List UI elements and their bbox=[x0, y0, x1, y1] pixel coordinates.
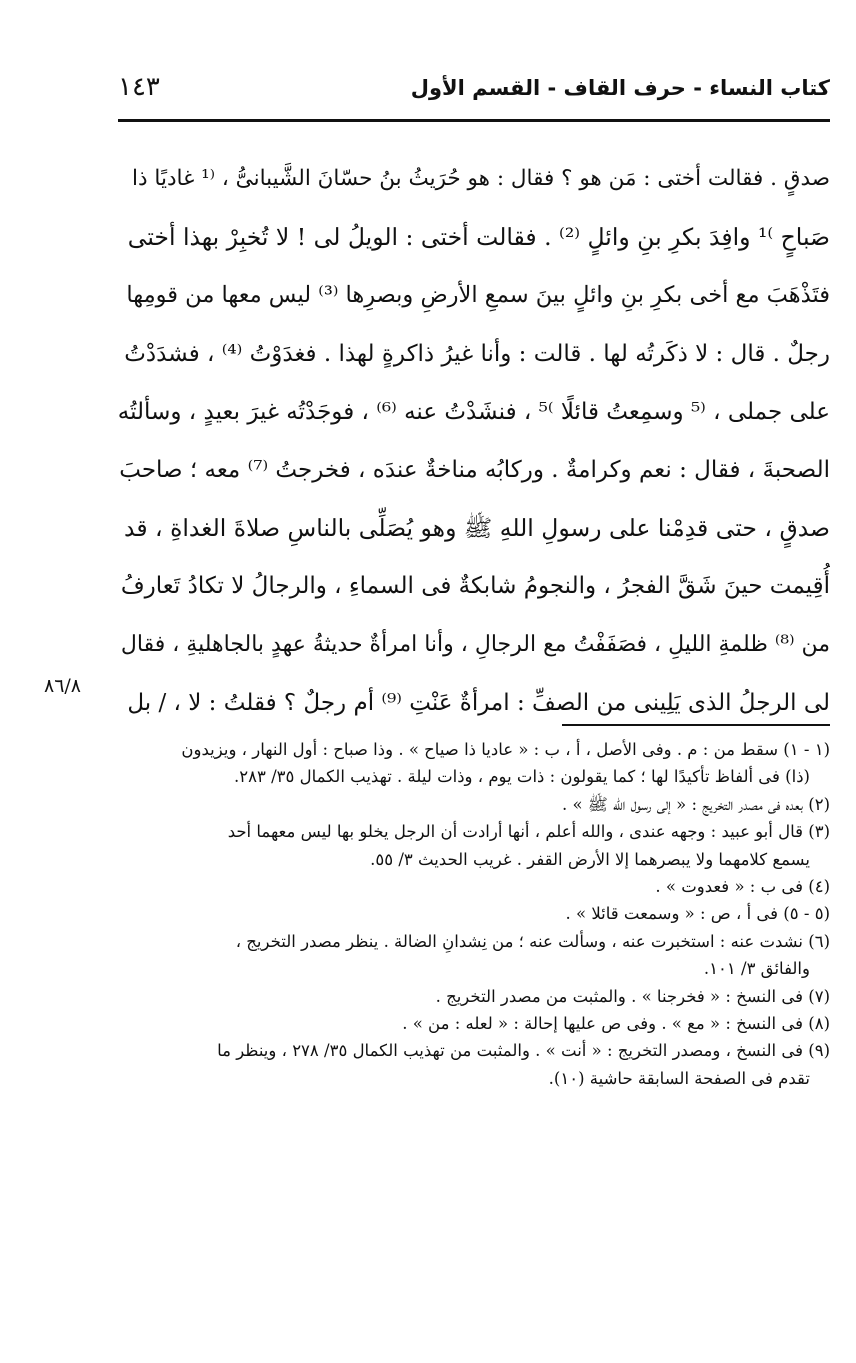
footnote-line: (٤) فى ب : « فعدوت » . bbox=[655, 877, 830, 897]
footnote-line: والفائق ٣/ ١٠١. bbox=[703, 959, 810, 979]
text-line: رجلٌ . قال : لا ذكَرتُه لها . قالت : وأنا غيرُ ذاكرةٍ لهذا . فغدَوْتُ ⁽⁴⁾ ، فشدَدْتُ bbox=[124, 340, 830, 367]
text-line: الصحبةَ ، فقال : نعم وكرامةٌ . وركابُه مناخةٌ عندَه ، فخرجتُ ⁽⁷⁾ معه ؛ صاحبَ bbox=[119, 456, 830, 483]
footnote-line: (٩) فى النسخ ، ومصدر التخريج : « أنت » . والمثبت من تهذيب الكمال ٣٥/ ٢٧٨ ، وينظر ما bbox=[217, 1041, 830, 1061]
text-line: صَباحٍ ⁾¹ وافِدَ بكرِ بنِ وائلٍ ⁽²⁾ . فقالت أختى : الويلُ لى ! لا تُخبِرْ بهذا أختى bbox=[127, 223, 830, 252]
text-line: على جملى ، ⁽⁵ وسمِعتُ قائلًا ⁾⁵ ، فنشَدْتُ عنه ⁽⁶⁾ ، فوجَدْتُه غيرَ بعيدٍ ، وسألتُه bbox=[118, 398, 830, 425]
text-line: من ⁽⁸⁾ ظلمةِ الليلِ ، فصَفَفْتُ مع الرجالِ ، وأنا امرأةٌ حديثةُ عهدٍ بالجاهليةِ ، فقال bbox=[120, 631, 830, 657]
footnotes bbox=[118, 736, 830, 1092]
footnote-line: (٨) فى النسخ : « مع » . وفى ص عليها إحالة : « لعله : من » . bbox=[402, 1014, 830, 1034]
footnote-divider bbox=[562, 724, 830, 726]
running-title: كتاب النساء - حرف القاف - القسم الأول bbox=[410, 76, 830, 100]
footnote-line: يسمع كلامهما ولا يبصرهما إلا الأرض القفر . غريب الحديث ٣/ ٥٥. bbox=[370, 849, 810, 869]
footnote-line: (ذا) فى ألفاظ تأكيدًا لها ؛ كما يقولون : ذات يوم ، وذات ليلة . تهذيب الكمال ٣٥/ ٢٨٣. bbox=[233, 767, 810, 787]
footnote-line: (١ - ١) سقط من : م . وفى الأصل ، أ ، ب : « عاديا ذا صياح » . وذا صباح : أول النهار ، ويزيدون bbox=[181, 740, 830, 759]
footnote-line: (٣) قال أبو عبيد : وجهه عندى ، والله أعلم ، أنها أرادت أن الرجل يخلو بها ليس معهما أحد bbox=[227, 822, 830, 842]
text-line: صدقٍ . فقالت أختى : مَن هو ؟ فقال : هو حُرَيثُ بنُ حسّانَ الشَّيبانىُّ ، ⁽¹ غاديًا ذا bbox=[132, 166, 830, 191]
footnote-line: (٦) نشدت عنه : استخبرت عنه ، وسألت عنه ؛ من نِشدانِ الضالة . ينظر مصدر التخريج ، bbox=[235, 931, 830, 951]
footnote-line: (٧) فى النسخ : « فخرجنا » . والمثبت من مصدر التخريج . bbox=[435, 986, 830, 1006]
footnote-line: (٢) بعده فى مصدر التخريج : « إلى رسول الله ﷺ » . bbox=[562, 794, 830, 814]
page-header bbox=[118, 68, 830, 120]
text-line: صدقٍ ، حتى قدِمْنا على رسولِ اللهِ ﷺ وهو يُصَلِّى بالناسِ صلاةَ الغداةِ ، قد bbox=[123, 514, 830, 543]
footnote-line: (٥ - ٥) فى أ ، ص : « وسمعت قائلا » . bbox=[565, 904, 830, 924]
margin-reference: ٨٦/٨ bbox=[44, 675, 82, 697]
text-line: لى الرجلُ الذى يَلِينى من الصفِّ : امرأةٌ عَنْتِ ⁽⁹⁾ أم رجلٌ ؟ فقلتُ : لا ، / بل bbox=[127, 689, 830, 716]
page-number: ١٤٣ bbox=[118, 72, 160, 102]
text-line: أُقِيمت حينَ شَقَّ الفجرُ ، والنجومُ شابكةٌ فى السماءِ ، والرجالُ لا تكادُ تَعارفُ bbox=[120, 573, 830, 600]
text-line: فتَذْهَبَ مع أخى بكرِ بنِ وائلٍ بينَ سمعِ الأرضِ وبصرِها ⁽³⁾ ليس معها من قومِها bbox=[126, 282, 830, 309]
header-divider bbox=[118, 119, 830, 122]
footnote-line: تقدم فى الصفحة السابقة حاشية (١٠). bbox=[548, 1068, 810, 1088]
main-text bbox=[118, 150, 830, 732]
